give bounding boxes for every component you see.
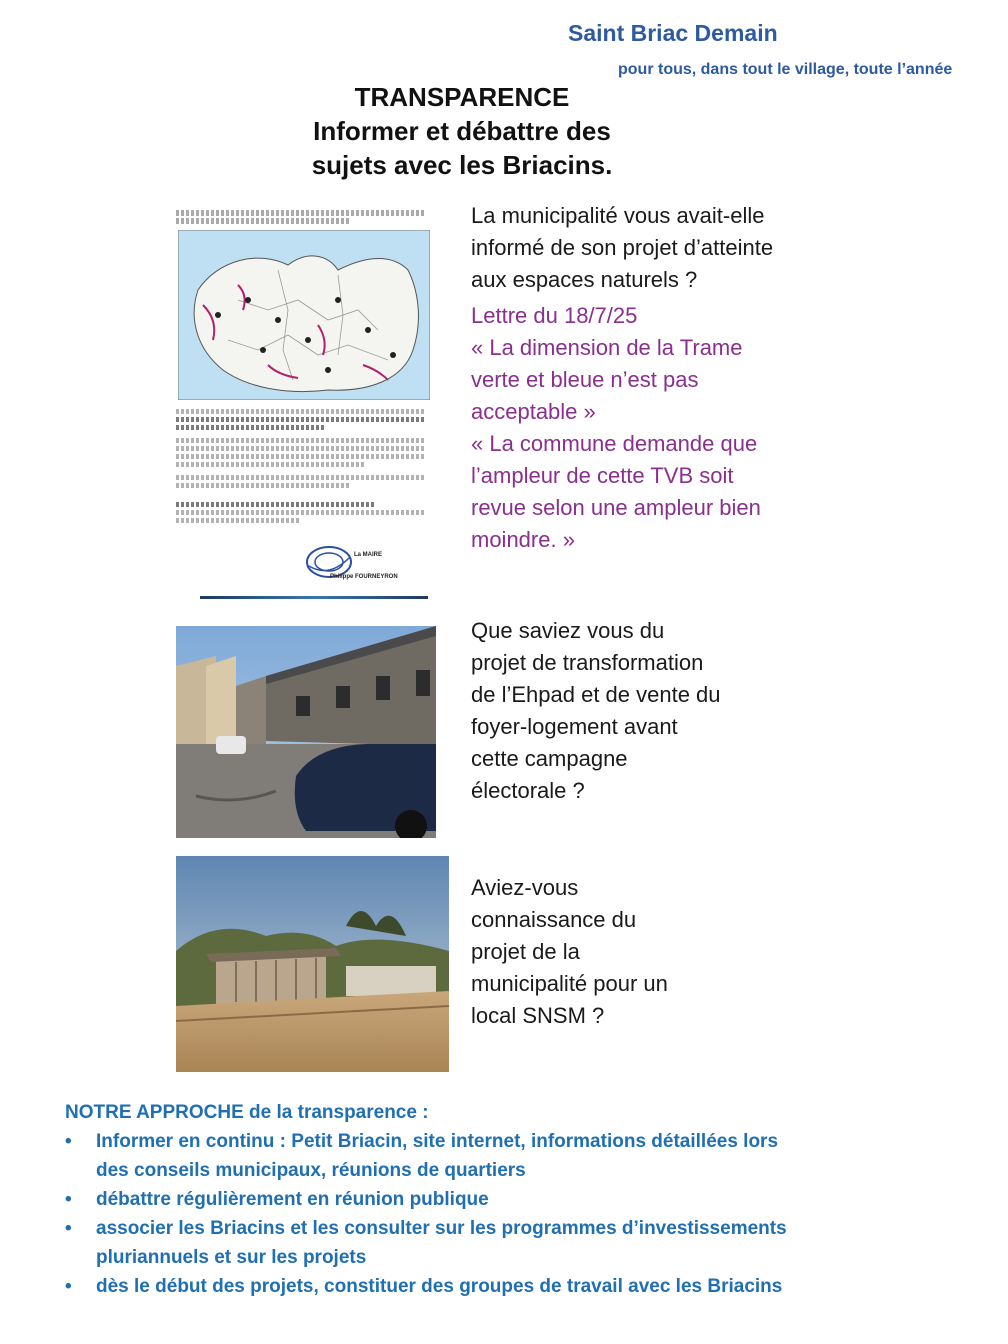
approach-item-text: des conseils municipaux, réunions de quartiers xyxy=(96,1160,526,1181)
section-3-question-line: connaissance du xyxy=(471,907,637,932)
letter-quote-line: Lettre du 18/7/25 xyxy=(471,303,638,328)
letter-quote-line: « La dimension de la Trame xyxy=(471,335,743,360)
approach-item-text: dès le début des projets, constituer des groupes de travail avec les Briacins xyxy=(96,1276,783,1297)
section-2-question-line: projet de transformation xyxy=(471,650,704,675)
approach-heading: NOTRE APPROCHE de la transparence : xyxy=(65,1102,429,1123)
section-2-question-line: Que saviez vous du xyxy=(471,618,665,643)
letter-signature: La MAIRE xyxy=(354,552,383,558)
section-2-question-line: de l’Ehpad et de vente du xyxy=(471,682,721,707)
approach-item xyxy=(65,1272,965,1301)
ehpad-photo xyxy=(176,626,436,838)
bullet-icon: • xyxy=(65,1189,72,1210)
title-line-1: TRANSPARENCE xyxy=(354,82,570,112)
page-title xyxy=(262,80,662,182)
approach-section xyxy=(65,1098,965,1301)
letter-map-image xyxy=(170,204,432,604)
approach-item xyxy=(65,1214,965,1272)
section-1-question-line: La municipalité vous avait-elle xyxy=(471,203,765,228)
letter-quote-line: revue selon une ampleur bien xyxy=(471,495,761,520)
letter-quote-line: « La commune demande que xyxy=(471,431,758,456)
bullet-icon: • xyxy=(65,1276,72,1297)
section-1-question-line: informé de son projet d’atteinte xyxy=(471,235,774,260)
section-3-question-line: projet de la xyxy=(471,939,580,964)
letter-quote-line: verte et bleue n’est pas xyxy=(471,367,699,392)
letter-quote-line: l’ampleur de cette TVB soit xyxy=(471,463,734,488)
letter-quote-line: acceptable » xyxy=(471,399,596,424)
approach-item-text: associer les Briacins et les consulter sur les programmes d’investissements xyxy=(96,1218,787,1239)
section-2-question-line: cette campagne xyxy=(471,746,628,771)
approach-item xyxy=(65,1127,965,1185)
section-2-question-line: électorale ? xyxy=(471,778,585,803)
section-2-text xyxy=(471,615,811,807)
tagline: pour tous, dans tout le village, toute l’année xyxy=(618,61,953,78)
map-illustration xyxy=(178,230,430,400)
section-3-question-line: municipalité pour un xyxy=(471,971,668,996)
section-3-question-line: Aviez-vous xyxy=(471,875,579,900)
bullet-icon: • xyxy=(65,1131,72,1152)
approach-list xyxy=(65,1127,965,1301)
section-1-text xyxy=(471,200,851,556)
title-line-3: sujets avec les Briacins. xyxy=(311,150,613,180)
approach-item xyxy=(65,1185,965,1214)
letter-signer: Philippe FOURNEYRON xyxy=(330,574,398,580)
title-line-2: Informer et débattre des xyxy=(313,116,611,146)
section-3-question-line: local SNSM ? xyxy=(471,1003,605,1028)
brand-name: Saint Briac Demain xyxy=(568,20,778,46)
bullet-icon: • xyxy=(65,1218,72,1239)
approach-item-text: pluriannuels et sur les projets xyxy=(96,1247,367,1268)
letter-quote-line: moindre. » xyxy=(471,527,575,552)
approach-item-text: débattre régulièrement en réunion publique xyxy=(96,1189,489,1210)
section-3-text xyxy=(471,872,771,1032)
section-1-question-line: aux espaces naturels ? xyxy=(471,267,698,292)
approach-item-text: Informer en continu : Petit Briacin, site internet, informations détaillées lors xyxy=(96,1131,779,1152)
section-2-question-line: foyer-logement avant xyxy=(471,714,678,739)
snsm-project-photo xyxy=(176,856,449,1072)
